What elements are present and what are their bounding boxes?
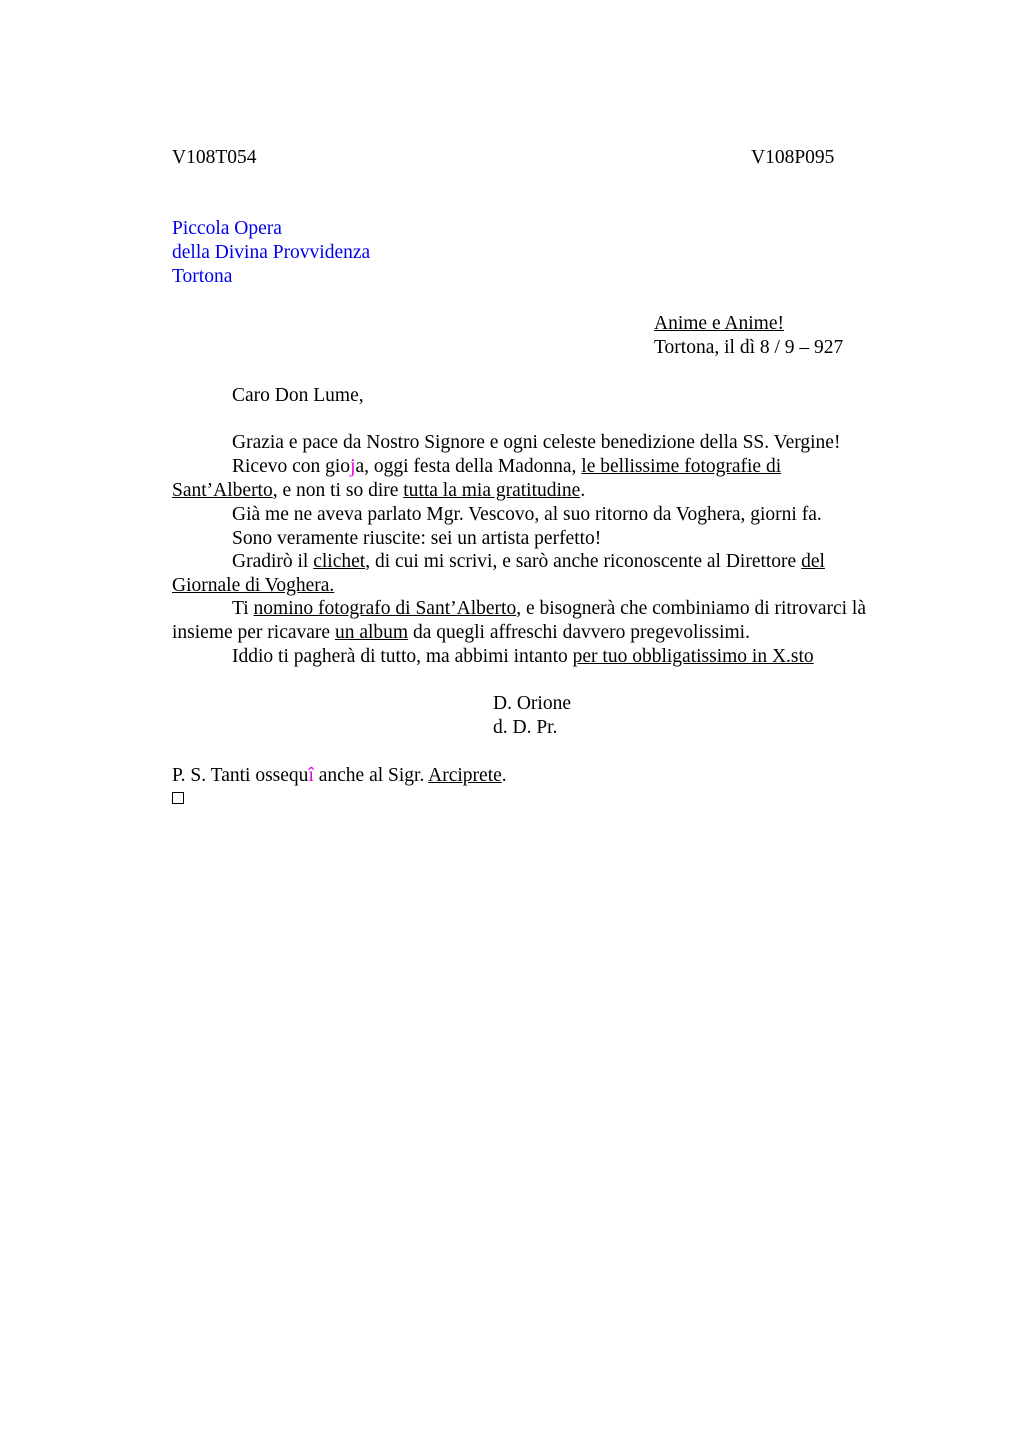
p6-underlined-photographer: nomino fotografo di Sant’Alberto (253, 598, 517, 619)
motto: Anime e Anime! (654, 313, 784, 334)
archive-code-left: V108T054 (172, 147, 257, 168)
paragraph-6-line-1 (232, 597, 866, 621)
ps-underlined-arciprete: Arciprete (428, 765, 502, 786)
ps-text-c: anche al Sigr. (313, 765, 429, 786)
letterhead-line-1: Piccola Opera (172, 218, 282, 239)
p5-underlined-del: del (801, 551, 825, 572)
p2-correction-j: j (350, 456, 356, 477)
paragraph-3: Già me ne aveva parlato Mgr. Vescovo, al suo ritorno da Voghera, giorni fa. (232, 504, 822, 525)
p5-underlined-clichet: clichet (313, 551, 366, 572)
paragraph-1: Grazia e pace da Nostro Signore e ogni celeste benedizione della SS. Vergine! (232, 432, 841, 453)
paragraph-6-line-2 (172, 621, 750, 645)
p2-text-a: Ricevo con gio (232, 456, 351, 477)
p6-underlined-album: un album (334, 622, 409, 643)
p6-text-a: Ti (232, 598, 254, 619)
p6-text-c: , e bisognerà che combiniamo di ritrovarci là (516, 598, 866, 619)
p7-underlined-closing: per tuo obbligatissimo in X.sto (572, 646, 814, 667)
paragraph-5-line-1 (232, 550, 825, 574)
p6-text-f: da quegli affreschi davvero pregevolissimi. (408, 622, 750, 643)
paragraph-4: Sono veramente riuscite: sei un artista perfetto! (232, 528, 602, 549)
p2-underlined-gratitude: tutta la mia gratitudine (403, 480, 581, 501)
salutation: Caro Don Lume, (232, 385, 364, 406)
p5-text-a: Gradirò il (232, 551, 314, 572)
p5-underlined-newspaper: Giornale di Voghera. (172, 575, 335, 596)
paragraph-2-line-1 (232, 455, 781, 479)
ps-correction-i: î (308, 765, 314, 786)
p5-text-c: , di cui mi scrivi, e sarò anche riconoscente al Direttore (365, 551, 802, 572)
p6-text-d: insieme per ricavare (172, 622, 335, 643)
ps-text-a: P. S. Tanti ossequ (172, 765, 309, 786)
p2-text-c: a, oggi festa della Madonna, (355, 456, 582, 477)
paragraph-5-line-2 (172, 574, 334, 598)
p2-text-h: . (580, 480, 586, 501)
paragraph-7 (232, 645, 814, 669)
p7-text-a: Iddio ti pagherà di tutto, ma abbimi intanto (232, 646, 573, 667)
ps-text-e: . (501, 765, 507, 786)
letterhead-line-3: Tortona (172, 266, 233, 287)
p2-underlined-santalberto: Sant’Alberto (172, 480, 273, 501)
letterhead-line-2: della Divina Provvidenza (172, 242, 371, 263)
paragraph-2-line-2 (172, 479, 585, 503)
p2-text-f: , e non ti so dire (272, 480, 404, 501)
archive-code-right: V108P095 (751, 147, 835, 168)
signature-name: D. Orione (493, 693, 571, 714)
end-marker-box (172, 792, 184, 804)
p2-underlined-photos: le bellissime fotografie di (581, 456, 782, 477)
signature-title: d. D. Pr. (493, 717, 558, 738)
date-line: Tortona, il dì 8 / 9 – 927 (654, 337, 844, 358)
postscript (172, 764, 507, 788)
